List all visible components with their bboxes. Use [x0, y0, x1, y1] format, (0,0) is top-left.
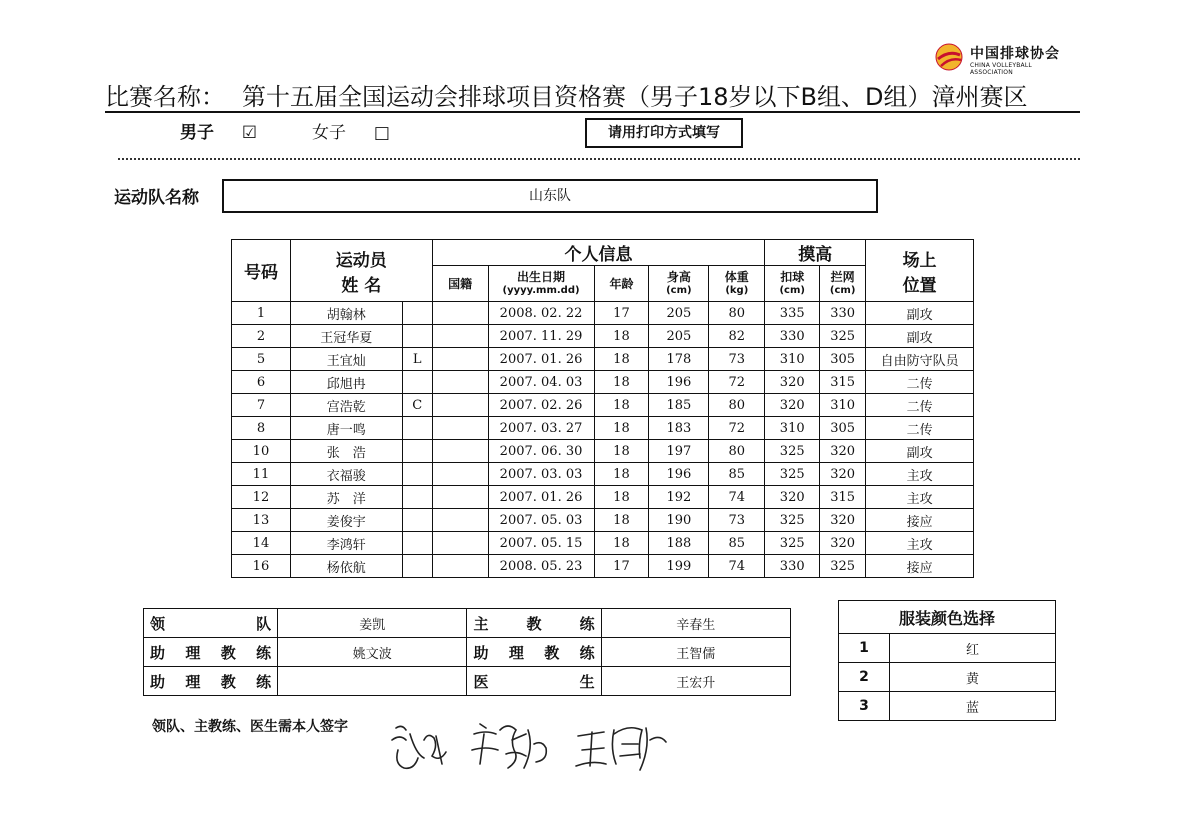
- association-logo: [934, 40, 1064, 74]
- uniform-option-color[interactable]: 蓝: [890, 692, 1056, 721]
- table-row: [232, 371, 974, 394]
- gender-male: [180, 118, 257, 143]
- table-row: [232, 325, 974, 348]
- uniform-option-row[interactable]: [839, 663, 1056, 692]
- weight-cell[interactable]: 73: [709, 509, 765, 532]
- weight-cell[interactable]: 74: [709, 486, 765, 509]
- height-cell[interactable]: 183: [649, 417, 709, 440]
- role-mark-cell[interactable]: [402, 417, 432, 440]
- weight-cell[interactable]: 85: [709, 463, 765, 486]
- nationality-cell[interactable]: [432, 348, 488, 371]
- row-number-cell[interactable]: 2: [232, 325, 291, 348]
- nationality-cell[interactable]: [432, 486, 488, 509]
- birth-date-cell[interactable]: 2007. 01. 26: [488, 348, 594, 371]
- height-cell[interactable]: 205: [649, 325, 709, 348]
- competition-label: 比赛名称：: [105, 83, 225, 111]
- nationality-cell[interactable]: [432, 302, 488, 325]
- header-athlete: [290, 240, 432, 302]
- row-number-cell[interactable]: 14: [232, 532, 291, 555]
- header-weight: [709, 266, 765, 302]
- spike-reach-cell[interactable]: 320: [765, 486, 820, 509]
- birth-date-cell[interactable]: 2008. 05. 23: [488, 555, 594, 578]
- row-number-cell[interactable]: 1: [232, 302, 291, 325]
- height-cell[interactable]: 178: [649, 348, 709, 371]
- athlete-name-cell[interactable]: 衣福骏: [290, 463, 402, 486]
- block-reach-cell[interactable]: 325: [820, 325, 866, 348]
- uniform-color-table: [838, 600, 1056, 721]
- birth-date-cell[interactable]: 2007. 04. 03: [488, 371, 594, 394]
- table-row: [232, 348, 974, 371]
- weight-cell[interactable]: 80: [709, 440, 765, 463]
- row-number-cell[interactable]: 12: [232, 486, 291, 509]
- birth-date-cell[interactable]: 2007. 11. 29: [488, 325, 594, 348]
- age-cell[interactable]: 18: [594, 463, 649, 486]
- birth-date-cell[interactable]: 2008. 02. 22: [488, 302, 594, 325]
- position-cell[interactable]: 二传: [866, 394, 974, 417]
- age-cell[interactable]: 17: [594, 555, 649, 578]
- table-row: [232, 302, 974, 325]
- staff-name-cell[interactable]: 王智儒: [601, 638, 790, 667]
- weight-cell[interactable]: 73: [709, 348, 765, 371]
- header-athlete-line1: 运动员: [335, 250, 387, 271]
- role-cell: 助理教练: [144, 667, 278, 696]
- competition-title: [105, 77, 1080, 113]
- block-reach-cell[interactable]: 320: [820, 509, 866, 532]
- table-row: [232, 509, 974, 532]
- spike-reach-cell[interactable]: 310: [765, 348, 820, 371]
- block-reach-cell[interactable]: 330: [820, 302, 866, 325]
- spike-reach-cell[interactable]: 310: [765, 417, 820, 440]
- position-cell[interactable]: 主攻: [866, 486, 974, 509]
- row-number-cell[interactable]: 13: [232, 509, 291, 532]
- dotted-divider: [118, 158, 1080, 160]
- age-cell[interactable]: 18: [594, 417, 649, 440]
- weight-cell[interactable]: 80: [709, 394, 765, 417]
- header-spike-unit: (cm): [779, 284, 805, 296]
- role-mark-cell[interactable]: C: [402, 394, 432, 417]
- signature-note: 领队、主教练、医生需本人签字: [152, 719, 348, 735]
- nationality-cell[interactable]: [432, 555, 488, 578]
- position-cell[interactable]: 自由防守队员: [866, 348, 974, 371]
- age-cell[interactable]: 18: [594, 509, 649, 532]
- row-number-cell[interactable]: 16: [232, 555, 291, 578]
- uniform-option-row[interactable]: [839, 634, 1056, 663]
- gender-female-checkbox[interactable]: □: [373, 123, 390, 143]
- spike-reach-cell[interactable]: 325: [765, 440, 820, 463]
- gender-male-checkbox[interactable]: ☑: [241, 123, 258, 143]
- team-name-label: 运动队名称: [114, 188, 199, 208]
- position-cell[interactable]: 副攻: [866, 325, 974, 348]
- competition-name: 第十五届全国运动会排球项目资格赛（男子18岁以下B组、D组）漳州赛区: [242, 83, 1028, 111]
- block-reach-cell[interactable]: 320: [820, 463, 866, 486]
- athlete-name-cell[interactable]: 姜俊宇: [290, 509, 402, 532]
- birth-date-cell[interactable]: 2007. 05. 03: [488, 509, 594, 532]
- gender-female: [312, 118, 390, 143]
- uniform-option-number: 1: [839, 634, 890, 663]
- athlete-name-cell[interactable]: 宫浩乾: [290, 394, 402, 417]
- spike-reach-cell[interactable]: 330: [765, 555, 820, 578]
- height-cell[interactable]: 196: [649, 463, 709, 486]
- role-mark-cell[interactable]: [402, 463, 432, 486]
- role-mark-cell[interactable]: [402, 440, 432, 463]
- spike-reach-cell[interactable]: 325: [765, 463, 820, 486]
- athlete-name-cell[interactable]: 张 浩: [290, 440, 402, 463]
- gender-female-label: 女子: [312, 123, 346, 143]
- role-mark-cell[interactable]: L: [402, 348, 432, 371]
- header-position: [866, 240, 974, 302]
- row-number-cell[interactable]: 8: [232, 417, 291, 440]
- staff-table: [143, 608, 791, 696]
- height-cell[interactable]: 190: [649, 509, 709, 532]
- nationality-cell[interactable]: [432, 463, 488, 486]
- header-athlete-line2: 姓 名: [341, 275, 382, 296]
- block-reach-cell[interactable]: 305: [820, 417, 866, 440]
- birth-date-cell[interactable]: 2007. 03. 03: [488, 463, 594, 486]
- position-cell[interactable]: 二传: [866, 371, 974, 394]
- role-mark-cell[interactable]: [402, 509, 432, 532]
- nationality-cell[interactable]: [432, 371, 488, 394]
- row-number-cell[interactable]: 11: [232, 463, 291, 486]
- row-number-cell[interactable]: 5: [232, 348, 291, 371]
- header-age: 年龄: [594, 266, 649, 302]
- spike-reach-cell[interactable]: 320: [765, 371, 820, 394]
- gender-male-label: 男子: [180, 123, 214, 143]
- role-cell: 助理教练: [144, 638, 278, 667]
- height-cell[interactable]: 192: [649, 486, 709, 509]
- height-cell[interactable]: 197: [649, 440, 709, 463]
- header-spike: [765, 266, 820, 302]
- table-row: [232, 532, 974, 555]
- spike-reach-cell[interactable]: 325: [765, 532, 820, 555]
- birth-date-cell[interactable]: 2007. 06. 30: [488, 440, 594, 463]
- role-cell: 领队: [144, 609, 278, 638]
- age-cell[interactable]: 18: [594, 394, 649, 417]
- team-name-field[interactable]: 山东队: [222, 179, 878, 213]
- row-number-cell[interactable]: 10: [232, 440, 291, 463]
- role-mark-cell[interactable]: [402, 486, 432, 509]
- weight-cell[interactable]: 80: [709, 302, 765, 325]
- staff-name-cell[interactable]: 辛春生: [601, 609, 790, 638]
- header-height-unit: (cm): [666, 284, 692, 296]
- role-cell: 主教练: [467, 609, 601, 638]
- uniform-title: 服装颜色选择: [839, 601, 1056, 634]
- header-reach: 摸高: [765, 240, 866, 266]
- role-cell: 医生: [467, 667, 601, 696]
- block-reach-cell[interactable]: 305: [820, 348, 866, 371]
- age-cell[interactable]: 18: [594, 486, 649, 509]
- table-row: [232, 394, 974, 417]
- block-reach-cell[interactable]: 315: [820, 486, 866, 509]
- block-reach-cell[interactable]: 310: [820, 394, 866, 417]
- staff-name-cell[interactable]: 王宏升: [601, 667, 790, 696]
- athlete-name-cell[interactable]: 王宜灿: [290, 348, 402, 371]
- position-cell[interactable]: 副攻: [866, 302, 974, 325]
- weight-cell[interactable]: 72: [709, 417, 765, 440]
- uniform-option-row[interactable]: [839, 692, 1056, 721]
- position-cell[interactable]: 接应: [866, 555, 974, 578]
- table-row: [232, 555, 974, 578]
- staff-name-cell[interactable]: [278, 667, 467, 696]
- athlete-name-cell[interactable]: 邱旭冉: [290, 371, 402, 394]
- athlete-name-cell[interactable]: 李鸿轩: [290, 532, 402, 555]
- athlete-name-cell[interactable]: 王冠华夏: [290, 325, 402, 348]
- height-cell[interactable]: 185: [649, 394, 709, 417]
- table-row: [232, 440, 974, 463]
- athlete-name-cell[interactable]: 苏 洋: [290, 486, 402, 509]
- staff-row: [144, 667, 791, 696]
- block-reach-cell[interactable]: 315: [820, 371, 866, 394]
- header-nationality: 国籍: [432, 266, 488, 302]
- logo-text-en: CHINA VOLLEYBALL ASSOCIATION: [970, 62, 1032, 76]
- weight-cell[interactable]: 72: [709, 371, 765, 394]
- volleyball-logo-icon: [934, 42, 964, 72]
- header-number: 号码: [232, 240, 291, 302]
- age-cell[interactable]: 17: [594, 302, 649, 325]
- table-row: [232, 417, 974, 440]
- header-block-unit: (cm): [829, 284, 856, 296]
- age-cell[interactable]: 18: [594, 348, 649, 371]
- spike-reach-cell[interactable]: 325: [765, 509, 820, 532]
- age-cell[interactable]: 18: [594, 440, 649, 463]
- age-cell[interactable]: 18: [594, 325, 649, 348]
- block-reach-cell[interactable]: 325: [820, 555, 866, 578]
- header-position-line2: 位置: [902, 275, 937, 296]
- nationality-cell[interactable]: [432, 394, 488, 417]
- staff-row: [144, 609, 791, 638]
- height-cell[interactable]: 196: [649, 371, 709, 394]
- birth-date-cell[interactable]: 2007. 01. 26: [488, 486, 594, 509]
- birth-date-cell[interactable]: 2007. 05. 15: [488, 532, 594, 555]
- weight-cell[interactable]: 85: [709, 532, 765, 555]
- block-reach-cell[interactable]: 320: [820, 532, 866, 555]
- print-note-box: 请用打印方式填写: [585, 118, 743, 148]
- spike-reach-cell[interactable]: 335: [765, 302, 820, 325]
- birth-date-cell[interactable]: 2007. 02. 26: [488, 394, 594, 417]
- height-cell[interactable]: 188: [649, 532, 709, 555]
- role-mark-cell[interactable]: [402, 555, 432, 578]
- role-mark-cell[interactable]: [402, 302, 432, 325]
- header-birth-label: 出生日期: [517, 269, 566, 284]
- logo-text-cn: 中国排球协会: [970, 46, 1060, 62]
- header-position-line1: 场上: [902, 250, 937, 271]
- header-height: [649, 266, 709, 302]
- header-height-label: 身高: [666, 269, 691, 284]
- age-cell[interactable]: 18: [594, 532, 649, 555]
- athlete-name-cell[interactable]: 唐一鸣: [290, 417, 402, 440]
- table-row: [232, 463, 974, 486]
- header-weight-label: 体重: [724, 269, 749, 284]
- athlete-name-cell[interactable]: 胡翰林: [290, 302, 402, 325]
- age-cell[interactable]: 18: [594, 371, 649, 394]
- nationality-cell[interactable]: [432, 509, 488, 532]
- position-cell[interactable]: 主攻: [866, 532, 974, 555]
- nationality-cell[interactable]: [432, 440, 488, 463]
- header-birth-format: (yyyy.mm.dd): [502, 284, 580, 296]
- header-spike-label: 扣球: [780, 269, 805, 284]
- height-cell[interactable]: 205: [649, 302, 709, 325]
- uniform-option-color[interactable]: 红: [890, 634, 1056, 663]
- staff-name-cell[interactable]: 姜凯: [278, 609, 467, 638]
- uniform-option-number: 2: [839, 663, 890, 692]
- uniform-option-color[interactable]: 黄: [890, 663, 1056, 692]
- spike-reach-cell[interactable]: 330: [765, 325, 820, 348]
- header-personal-info: 个人信息: [432, 240, 765, 266]
- position-cell[interactable]: 二传: [866, 417, 974, 440]
- nationality-cell[interactable]: [432, 325, 488, 348]
- header-birth: [488, 266, 594, 302]
- staff-row: [144, 638, 791, 667]
- athlete-name-cell[interactable]: 杨依航: [290, 555, 402, 578]
- nationality-cell[interactable]: [432, 417, 488, 440]
- birth-date-cell[interactable]: 2007. 03. 27: [488, 417, 594, 440]
- header-block: [820, 266, 866, 302]
- role-mark-cell[interactable]: [402, 371, 432, 394]
- header-weight-unit: (kg): [725, 284, 749, 296]
- header-block-label: 拦网: [830, 269, 855, 284]
- roster-table: [231, 239, 974, 578]
- uniform-option-number: 3: [839, 692, 890, 721]
- role-cell: 助理教练: [467, 638, 601, 667]
- position-cell[interactable]: 接应: [866, 509, 974, 532]
- weight-cell[interactable]: 74: [709, 555, 765, 578]
- position-cell[interactable]: 副攻: [866, 440, 974, 463]
- nationality-cell[interactable]: [432, 532, 488, 555]
- position-cell[interactable]: 主攻: [866, 463, 974, 486]
- row-number-cell[interactable]: 7: [232, 394, 291, 417]
- table-row: [232, 486, 974, 509]
- staff-name-cell[interactable]: 姚文波: [278, 638, 467, 667]
- spike-reach-cell[interactable]: 320: [765, 394, 820, 417]
- height-cell[interactable]: 199: [649, 555, 709, 578]
- row-number-cell[interactable]: 6: [232, 371, 291, 394]
- weight-cell[interactable]: 82: [709, 325, 765, 348]
- handwritten-signatures: [388, 710, 688, 780]
- role-mark-cell[interactable]: [402, 325, 432, 348]
- block-reach-cell[interactable]: 320: [820, 440, 866, 463]
- role-mark-cell[interactable]: [402, 532, 432, 555]
